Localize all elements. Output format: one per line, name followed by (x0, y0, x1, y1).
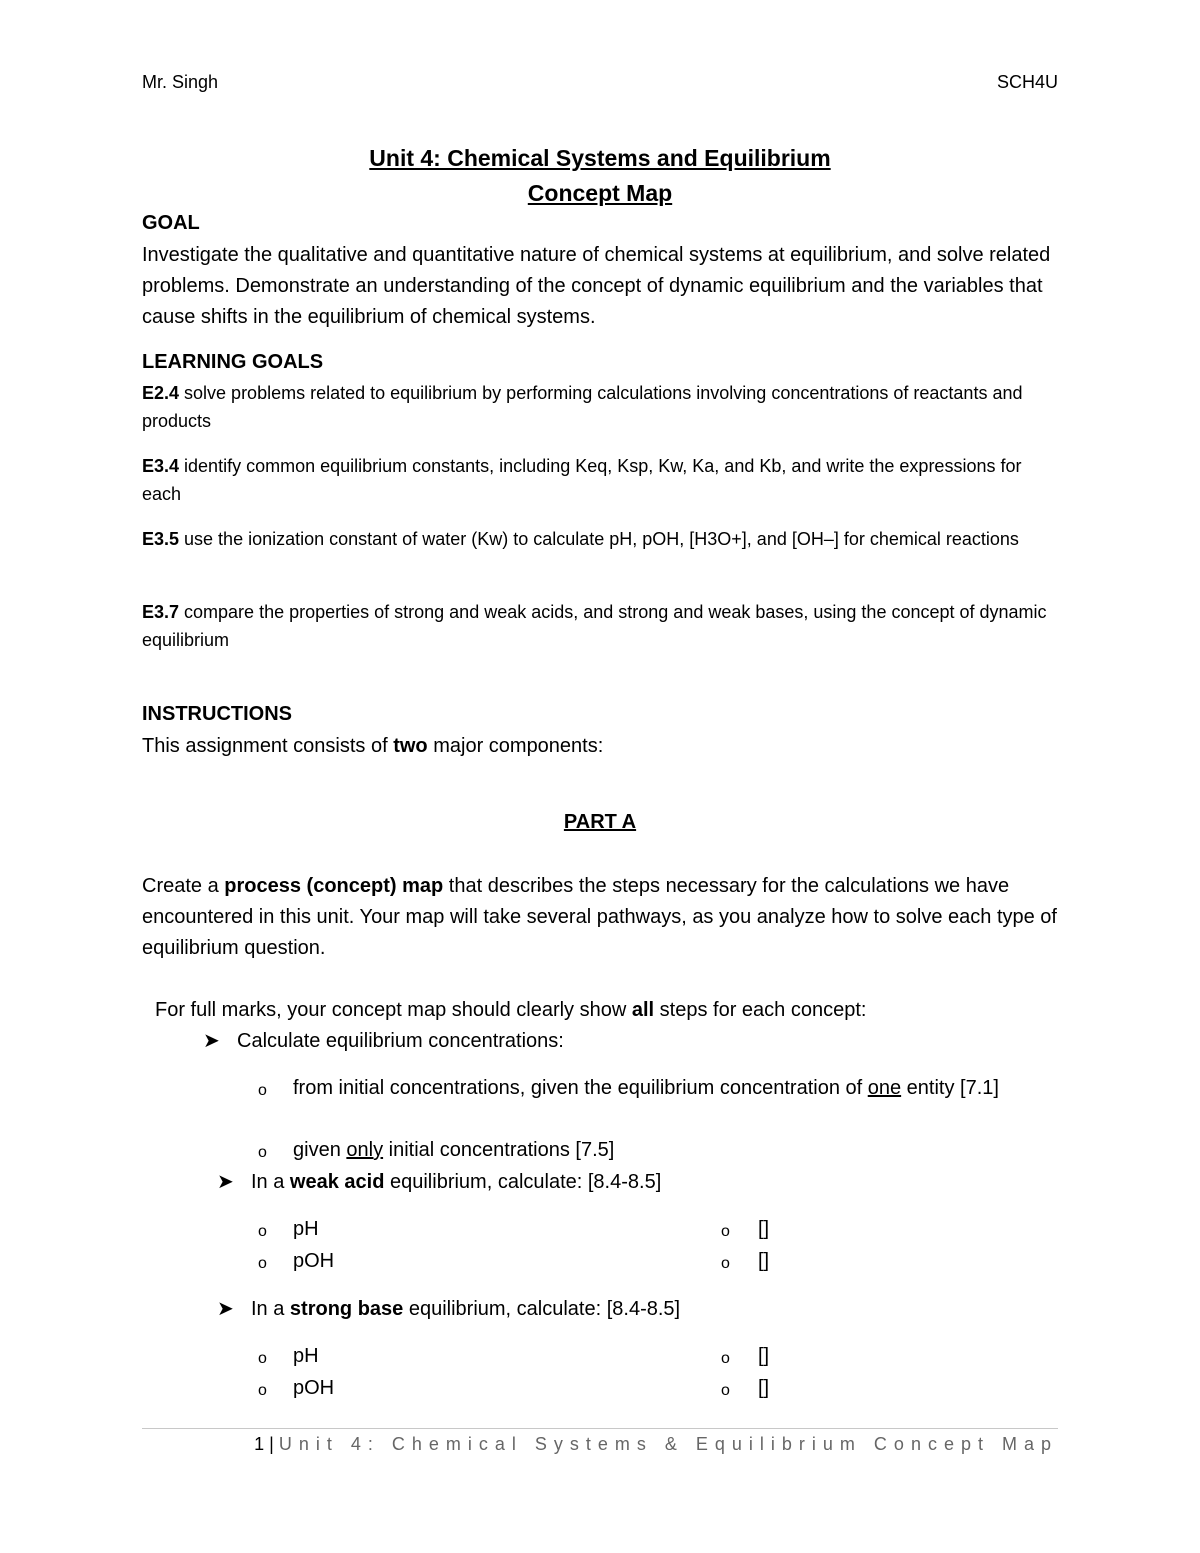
arrow-bullet-icon: ➤ (203, 1030, 220, 1052)
circle-bullet-icon: o (258, 1223, 267, 1240)
bullet-strong-base: ➤ In a strong base equilibrium, calculate: [8.4-8.5] (217, 1294, 680, 1325)
circle-bullet-icon: o (258, 1082, 267, 1099)
footer-separator: | (264, 1434, 279, 1454)
part-a-description: Create a process (concept) map that describes the steps necessary for the calculations we have encountered in this unit. Your map will take several pathways, as you analyze how to solve each type of equilibrium question. (142, 875, 1057, 959)
header-author: Mr. Singh (142, 72, 219, 92)
page-title: Unit 4: Chemical Systems and Equilibrium (369, 145, 831, 171)
arrow-bullet-icon: ➤ (217, 1298, 234, 1320)
arrow-bullet-icon: ➤ (217, 1171, 234, 1193)
learning-goal-e3-5: E3.5 use the ionization constant of water (Kw) to calculate pH, pOH, [H3O+], and [OH–] for chemical reactions (142, 529, 1019, 549)
circle-bullet-icon: o (721, 1223, 730, 1240)
sub-item-only-initial: o given only initial concentrations [7.5] (258, 1135, 1048, 1166)
instructions-heading: INSTRUCTIONS (142, 703, 292, 725)
footer-divider (142, 1428, 1058, 1429)
weak-acid-bracket-2: o [] (721, 1246, 921, 1277)
strong-base-bracket-2: o [] (721, 1373, 921, 1404)
learning-goals-heading: LEARNING GOALS (142, 351, 324, 373)
sub-item-initial-concentrations: o from initial concentrations, given the equilibrium concentration of one entity [7.1] (258, 1073, 1048, 1104)
header-course: SCH4U (996, 72, 1058, 92)
bullet-equilibrium-concentrations: ➤ Calculate equilibrium concentrations: (203, 1026, 564, 1057)
full-marks-text: For full marks, your concept map should clearly show all steps for each concept: (155, 999, 867, 1021)
circle-bullet-icon: o (721, 1255, 730, 1272)
circle-bullet-icon: o (721, 1350, 730, 1367)
learning-goal-e3-7: E3.7 compare the properties of strong and weak acids, and strong and weak bases, using the concept of dynamic equilibrium (142, 602, 1047, 650)
circle-bullet-icon: o (721, 1382, 730, 1399)
weak-acid-poh: o pOH (258, 1246, 558, 1277)
learning-goal-e3-4: E3.4 identify common equilibrium constants, including Keq, Ksp, Kw, Ka, and Kb, and write the expressions for each (142, 456, 1022, 504)
circle-bullet-icon: o (258, 1255, 267, 1272)
weak-acid-bracket-1: o [] (721, 1214, 921, 1245)
goal-heading: GOAL (142, 212, 200, 234)
strong-base-poh: o pOH (258, 1373, 558, 1404)
page-subtitle: Concept Map (527, 180, 673, 206)
learning-goal-e2-4: E2.4 solve problems related to equilibrium by performing calculations involving concentrations of reactants and products (142, 383, 1023, 431)
goal-text: Investigate the qualitative and quantitative nature of chemical systems at equilibrium, and solve related problems. Demonstrate an understanding of the concept of dynamic equilibrium and the variables that cause shifts in the equilibrium of chemical systems. (142, 244, 1051, 328)
weak-acid-ph: o pH (258, 1214, 558, 1245)
circle-bullet-icon: o (258, 1144, 267, 1161)
circle-bullet-icon: o (258, 1382, 267, 1399)
circle-bullet-icon: o (258, 1350, 267, 1367)
page-footer (142, 1434, 1058, 1455)
page-number: 1 (254, 1434, 265, 1454)
instructions-text: This assignment consists of two major components: (142, 735, 604, 757)
strong-base-bracket-1: o [] (721, 1341, 921, 1372)
bullet-weak-acid: ➤ In a weak acid equilibrium, calculate: [8.4-8.5] (217, 1167, 661, 1198)
footer-title: Unit 4: Chemical Systems & Equilibrium Concept Map (278, 1434, 1058, 1454)
strong-base-ph: o pH (258, 1341, 558, 1372)
part-a-heading: PART A (563, 811, 637, 833)
